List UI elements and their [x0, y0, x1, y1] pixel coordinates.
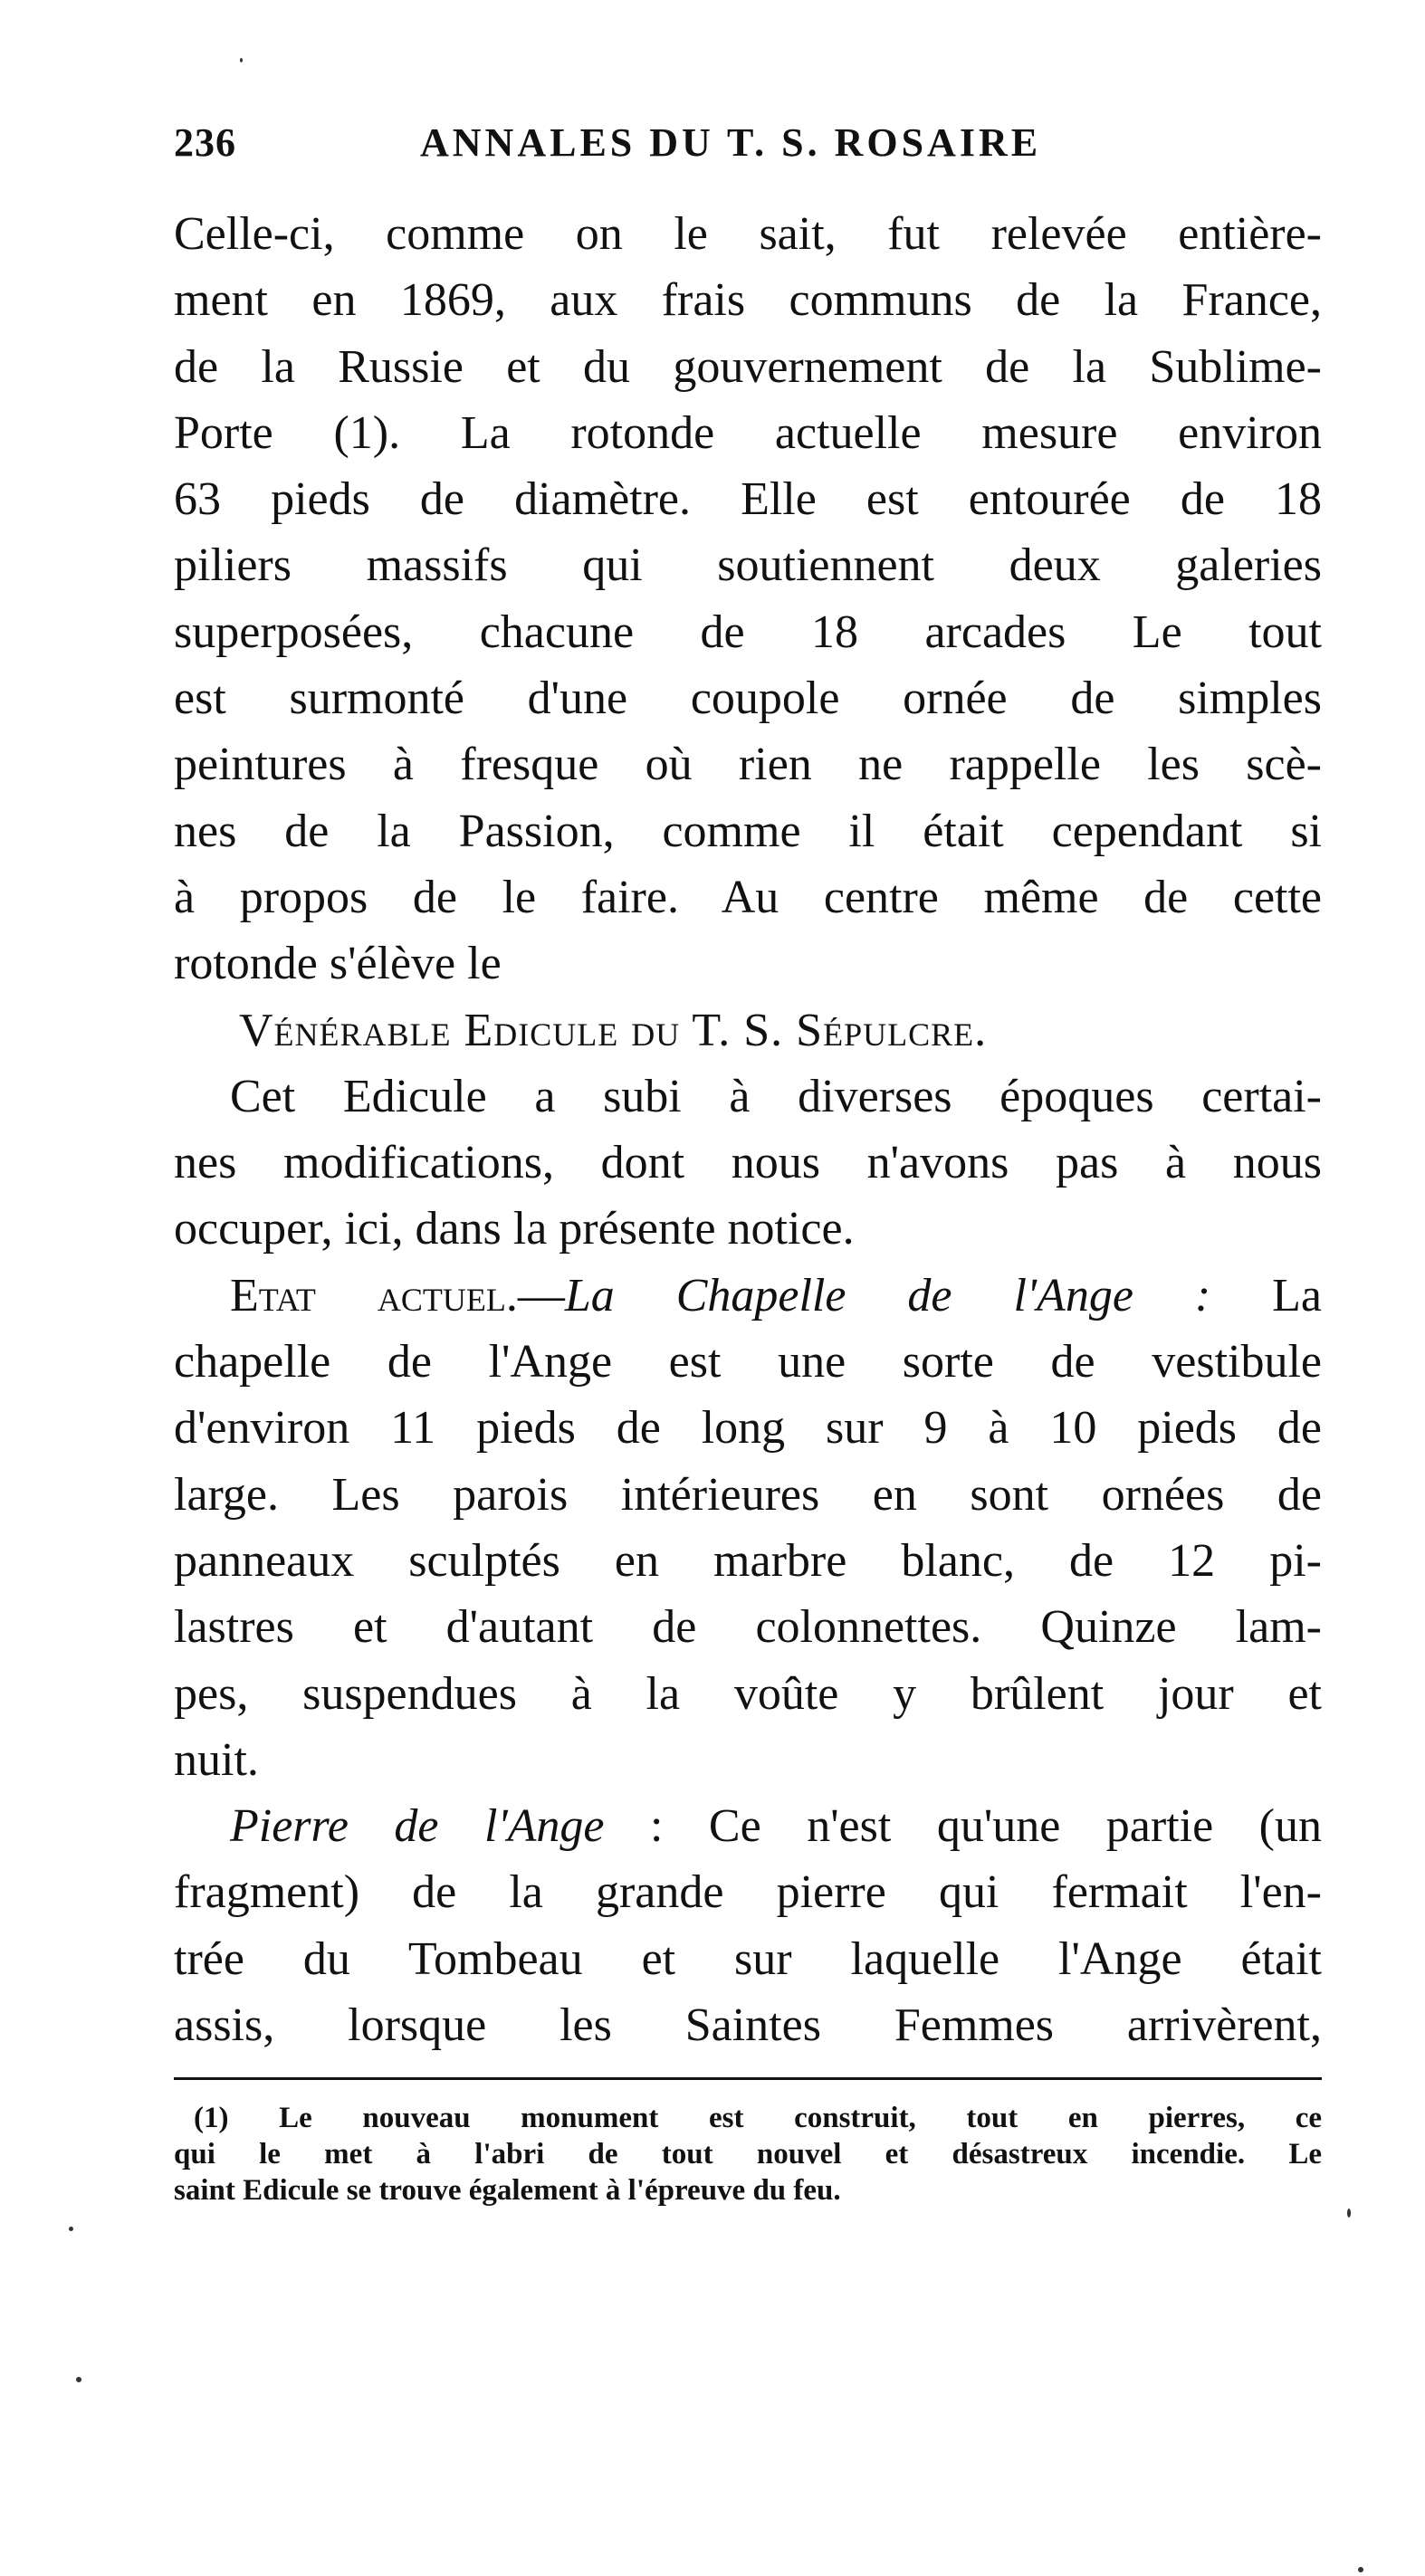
page-number: 236: [174, 120, 236, 165]
text-line: pes, suspendues à la voûte y brûlent jour et: [174, 1667, 1322, 1720]
footnote: [174, 2100, 1322, 2209]
text-line: piliers massifs qui soutiennent deux galeries: [174, 539, 1322, 592]
scan-speck: [76, 2377, 81, 2382]
text-line: trée du Tombeau et sur laquelle l'Ange était: [174, 1932, 1322, 1985]
text-line: de la Russie et du gouvernement de la Sublime-: [174, 340, 1322, 393]
text-line: nuit.: [174, 1733, 259, 1786]
text-line: nes modifications, dont nous n'avons pas à nous: [174, 1137, 1322, 1189]
lead-rest: : Ce n'est qu'une partie (un: [604, 1800, 1322, 1853]
page-header: [174, 119, 1342, 174]
text-line: fragment) de la grande pierre qui fermait l'en-: [174, 1866, 1322, 1919]
lead-smallcaps: Etat actuel.—: [230, 1269, 565, 1321]
text-line: rotonde s'élève le: [174, 938, 502, 990]
text-line: superposées, chacune de 18 arcades Le tout: [174, 606, 1322, 658]
text-line: nes de la Passion, comme il était cependant si: [174, 805, 1322, 857]
lead-rest: La: [1210, 1269, 1323, 1321]
scan-speck: [69, 2227, 73, 2231]
text-line: Cet Edicule a subi à diverses époques certai-: [230, 1070, 1322, 1122]
text-line: Celle-ci, comme on le sait, fut relevée entière-: [174, 208, 1322, 260]
paragraph-lead-line: [174, 1793, 1322, 1859]
section-heading: Vénérable Edicule du T. S. Sépulcre.: [239, 1004, 988, 1056]
footnote-line: (1) Le nouveau monument est construit, tout en pierres, ce: [194, 2102, 1322, 2134]
text-line: 63 pieds de diamètre. Elle est entourée de 18: [174, 473, 1322, 526]
scan-speck: [240, 58, 243, 62]
scan-speck: [1347, 2209, 1351, 2218]
footnote-divider: [174, 2077, 1322, 2080]
text-line: ment en 1869, aux frais communs de la France,: [174, 274, 1322, 327]
text-line: à propos de le faire. Au centre même de cette: [174, 871, 1322, 923]
text-line: large. Les parois intérieures en sont ornées de: [174, 1468, 1322, 1521]
lead-italic: La Chapelle de l'Ange :: [564, 1269, 1211, 1321]
footnote-line: qui le met à l'abri de tout nouvel et désastreux incendie. Le: [174, 2138, 1322, 2171]
text-line: occuper, ici, dans la présente notice.: [174, 1203, 855, 1255]
text-line: chapelle de l'Ange est une sorte de vestibule: [174, 1336, 1322, 1388]
text-line: panneaux sculptés en marbre blanc, de 12 pi-: [174, 1534, 1322, 1587]
footnote-line: saint Edicule se trouve également à l'épreuve du feu.: [174, 2174, 841, 2207]
body-text: [174, 201, 1322, 2058]
text-line: Porte (1). La rotonde actuelle mesure environ: [174, 406, 1322, 459]
text-line: assis, lorsque les Saintes Femmes arrivèrent,: [174, 1999, 1322, 2052]
text-line: lastres et d'autant de colonnettes. Quinze lam-: [174, 1601, 1322, 1654]
running-title: ANNALES DU T. S. ROSAIRE: [420, 120, 1042, 165]
text-line: peintures à fresque où rien ne rappelle les scè-: [174, 739, 1322, 791]
scan-speck: [1358, 2567, 1363, 2572]
text-line: d'environ 11 pieds de long sur 9 à 10 pieds de: [174, 1402, 1322, 1455]
text-line: est surmonté d'une coupole ornée de simples: [174, 673, 1322, 725]
lead-italic: Pierre de l'Ange: [230, 1800, 605, 1853]
paragraph-lead-line: [174, 1263, 1322, 1329]
